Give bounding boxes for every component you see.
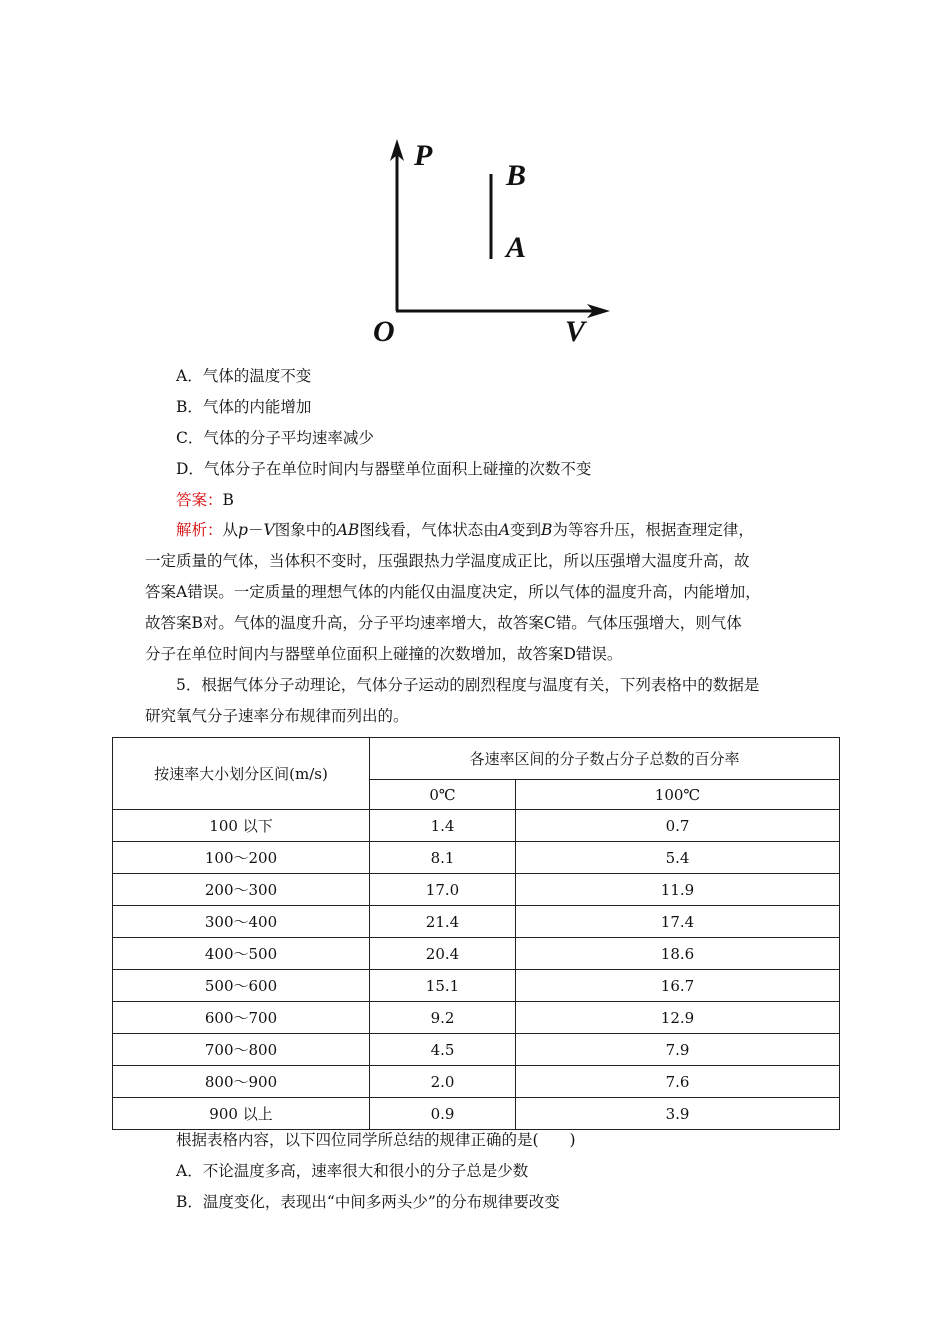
table-cell-range: 800～900 (113, 1066, 370, 1098)
point-b-label: B (506, 159, 527, 192)
table-row (113, 938, 840, 970)
speed-distribution-table (112, 737, 840, 1130)
table-row (113, 810, 840, 842)
table-cell-t100: 18.6 (516, 938, 840, 970)
q5-stem (145, 670, 815, 732)
table-row (113, 970, 840, 1002)
pv-diagram (360, 135, 620, 350)
q4-option-b: B．气体的内能增加 (176, 398, 312, 416)
answer-label: 答案： (176, 491, 223, 509)
table-cell-range: 500～600 (113, 970, 370, 1002)
table-header-row (113, 738, 840, 780)
table-row (113, 906, 840, 938)
table-cell-t0: 9.2 (370, 1002, 516, 1034)
table-cell-range: 700～800 (113, 1034, 370, 1066)
table-cell-range: 300～400 (113, 906, 370, 938)
table-cell-t0: 8.1 (370, 842, 516, 874)
table-cell-t100: 12.9 (516, 1002, 840, 1034)
origin-label: O (373, 315, 395, 348)
q4-option-d: D．气体分子在单位时间内与器壁单位面积上碰撞的次数不变 (176, 460, 592, 478)
analysis-symbol-a: A (498, 521, 511, 539)
table-cell-t100: 16.7 (516, 970, 840, 1002)
table-row (113, 1066, 840, 1098)
col-0c-header: 0℃ (370, 780, 516, 810)
analysis-symbol-p: p (238, 521, 248, 539)
table-cell-t0: 2.0 (370, 1066, 516, 1098)
analysis-symbol-v: V (263, 521, 275, 539)
v-axis-label: V (565, 315, 586, 348)
table-cell-t0: 0.9 (370, 1098, 516, 1130)
table-cell-t0: 4.5 (370, 1034, 516, 1066)
col-percentage-group-header: 各速率区间的分子数占分子总数的百分率 (370, 738, 840, 780)
analysis-line-4: 故答案B对。气体的温度升高，分子平均速率增大，故答案C错。气体压强增大，则气体 (145, 614, 742, 632)
table-row (113, 874, 840, 906)
p-axis-label: P (414, 139, 433, 172)
table-row (113, 842, 840, 874)
table-cell-range: 600～700 (113, 1002, 370, 1034)
q4-answer (176, 490, 234, 510)
analysis-text: 图线看，气体状态由 (359, 521, 499, 539)
analysis-text: 图象中的 (274, 521, 337, 539)
q5-stem-line-2: 研究氧气分子速率分布规律而列出的。 (145, 707, 409, 725)
table-cell-t100: 11.9 (516, 874, 840, 906)
answer-value: B (222, 491, 234, 509)
analysis-text: 变到 (510, 521, 542, 539)
table-row (113, 1002, 840, 1034)
table-cell-t100: 17.4 (516, 906, 840, 938)
table-cell-t100: 0.7 (516, 810, 840, 842)
q4-option-a: A．气体的温度不变 (176, 367, 312, 385)
q5-option-a: A．不论温度多高，速率很大和很小的分子总是少数 (176, 1162, 529, 1180)
analysis-text: 为等容升压，根据查理定律， (552, 521, 754, 539)
q5-option-b: B．温度变化，表现出“中间多两头少”的分布规律要改变 (176, 1193, 560, 1211)
table-cell-range: 200～300 (113, 874, 370, 906)
analysis-line-1 (145, 515, 815, 546)
analysis-label: 解析： (176, 521, 223, 539)
table-cell-t100: 7.6 (516, 1066, 840, 1098)
col-speed-range-header: 按速率大小划分区间(m/s) (113, 738, 370, 810)
point-a-label: A (506, 231, 527, 264)
analysis-text: 从 (222, 521, 239, 539)
analysis-line-3: 答案A错误。一定质量的理想气体的内能仅由温度决定，所以气体的温度升高，内能增加， (145, 583, 761, 601)
table-cell-t100: 5.4 (516, 842, 840, 874)
table-row (113, 1098, 840, 1130)
table-cell-range: 100～200 (113, 842, 370, 874)
table-cell-range: 100 以下 (113, 810, 370, 842)
table-cell-range: 900 以上 (113, 1098, 370, 1130)
table-cell-t0: 17.0 (370, 874, 516, 906)
table-cell-t0: 15.1 (370, 970, 516, 1002)
col-100c-header: 100℃ (516, 780, 840, 810)
table-cell-t0: 20.4 (370, 938, 516, 970)
q5-stem-line-1: 5．根据气体分子动理论，气体分子运动的剧烈程度与温度有关，下列表格中的数据是 (176, 676, 760, 694)
q4-option-c: C．气体的分子平均速率减少 (176, 429, 374, 447)
table-cell-range: 400～500 (113, 938, 370, 970)
table-cell-t100: 3.9 (516, 1098, 840, 1130)
analysis-line-2: 一定质量的气体，当体积不变时，压强跟热力学温度成正比，所以压强增大温度升高，故 (145, 552, 750, 570)
analysis-symbol-ab: AB (336, 521, 360, 539)
table-cell-t0: 21.4 (370, 906, 516, 938)
table-row (113, 1034, 840, 1066)
q5-question: 根据表格内容，以下四位同学所总结的规律正确的是( ) (176, 1131, 576, 1149)
table-cell-t0: 1.4 (370, 810, 516, 842)
analysis-text: － (247, 521, 264, 539)
analysis-symbol-b: B (541, 521, 553, 539)
table-cell-t100: 7.9 (516, 1034, 840, 1066)
q4-analysis (145, 515, 815, 670)
analysis-line-5: 分子在单位时间内与器壁单位面积上碰撞的次数增加，故答案D错误。 (145, 645, 623, 663)
